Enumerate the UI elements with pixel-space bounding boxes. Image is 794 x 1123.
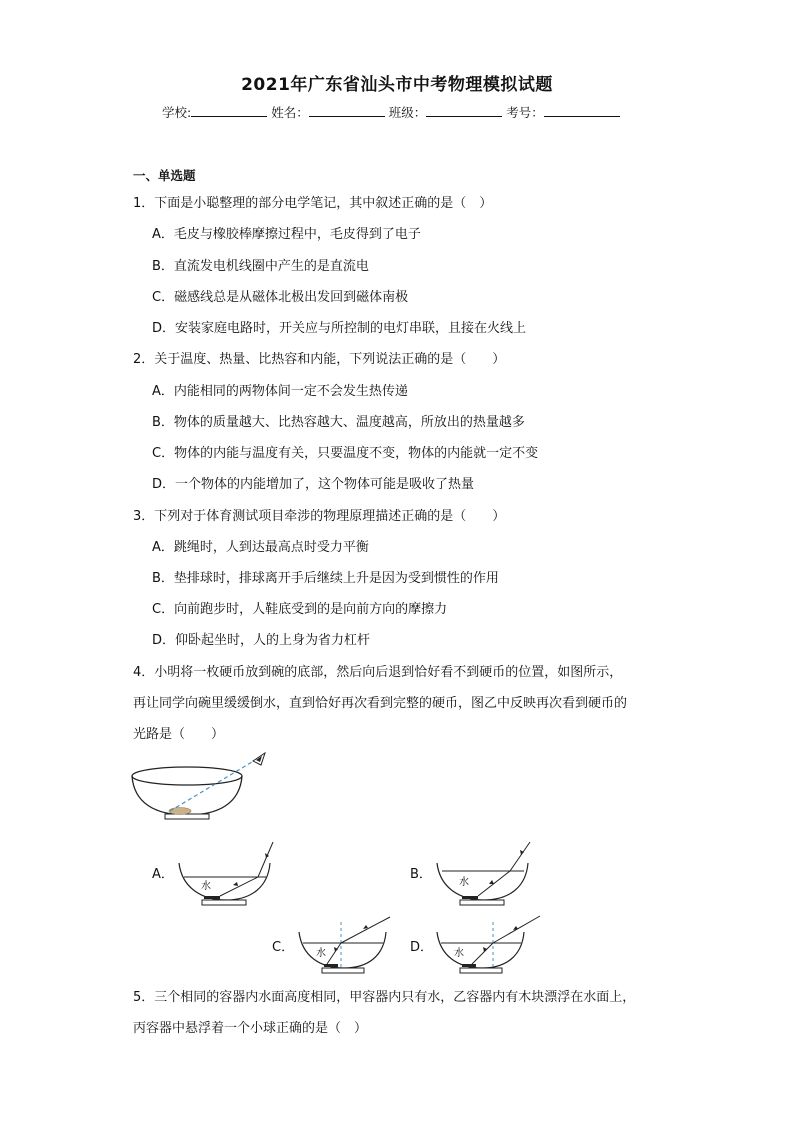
number-blank[interactable] [544,103,620,117]
number-label: 考号： [506,105,544,120]
question-3-option-a: A．跳绳时，人到达最高点时受力平衡 [152,540,369,555]
question-2-option-d: D．一个物体的内能增加了，这个物体可能是吸收了热量 [152,477,475,492]
section-heading: 一、单选题 [133,168,196,183]
figure-option-a[interactable] [174,838,284,910]
water-label: 水 [201,881,211,892]
question-1-option-a: A．毛皮与橡胶棒摩擦过程中，毛皮得到了电子 [152,227,421,242]
question-1-option-b: B．直流发电机线圈中产生的是直流电 [152,259,369,274]
question-3-option-b: B．垫排球时，排球离开手后继续上升是因为受到惯性的作用 [152,571,499,586]
school-label: 学校: [162,105,192,120]
question-2-option-c: C．物体的内能与温度有关，只要温度不变，物体的内能就一定不变 [152,446,539,461]
question-5-stem-line-2: 丙容器中悬浮着一个小球正确的是（ ） [133,1021,368,1036]
bowl-coin-eye-figure [125,745,275,830]
figure-option-b-label: B． [410,867,432,882]
eye-icon [253,753,265,765]
question-4-stem-line-3: 光路是（ ） [133,727,225,742]
question-2-option-b: B．物体的质量越大、比热容越大、温度越高，所放出的热量越多 [152,415,525,430]
coin-icon [169,808,191,815]
water-label: 水 [454,948,464,959]
figure-option-d-label: D． [410,940,434,955]
question-3-stem: 3．下列对于体育测试项目牵涉的物理原理描述正确的是（ ） [133,509,506,524]
figure-option-a-label: A． [152,867,174,882]
question-1-option-c: C．磁感线总是从磁体北极出发回到磁体南极 [152,290,409,305]
figure-option-c[interactable] [294,912,399,980]
student-info-line [162,103,620,121]
name-label: 姓名： [271,105,309,120]
class-label: 班级： [388,105,427,120]
figure-option-d[interactable] [432,912,547,980]
question-2-stem: 2．关于温度、热量、比热容和内能，下列说法正确的是（ ） [133,352,506,367]
figure-option-b[interactable] [432,838,542,910]
question-4-stem-line-2: 再让同学向碗里缓缓倒水，直到恰好再次看到完整的硬币，图乙中反映再次看到硬币的 [133,696,628,711]
page-title: 2021年广东省汕头市中考物理模拟试题 [241,75,553,95]
question-4-stem-line-1: 4．小明将一枚硬币放到碗的底部，然后向后退到恰好看不到硬币的位置，如图所示， [133,665,623,680]
water-label: 水 [316,948,326,959]
question-1-option-d: D．安装家庭电路时，开关应与所控制的电灯串联，且接在火线上 [152,321,527,336]
water-label: 水 [459,877,469,888]
question-5-stem-line-1: 5．三个相同的容器内水面高度相同，甲容器内只有水，乙容器内有木块漂浮在水面上， [133,990,636,1005]
figure-option-c-label: C． [272,940,295,955]
class-blank[interactable] [426,103,502,117]
question-1-stem: 1．下面是小聪整理的部分电学笔记，其中叙述正确的是（ ） [133,196,493,211]
name-blank[interactable] [309,103,385,117]
question-3-option-c: C．向前跑步时，人鞋底受到的是向前方向的摩擦力 [152,602,448,617]
question-2-option-a: A．内能相同的两物体间一定不会发生热传递 [152,384,408,399]
question-3-option-d: D．仰卧起坐时，人的上身为省力杠杆 [152,633,371,648]
school-blank[interactable] [191,103,267,117]
